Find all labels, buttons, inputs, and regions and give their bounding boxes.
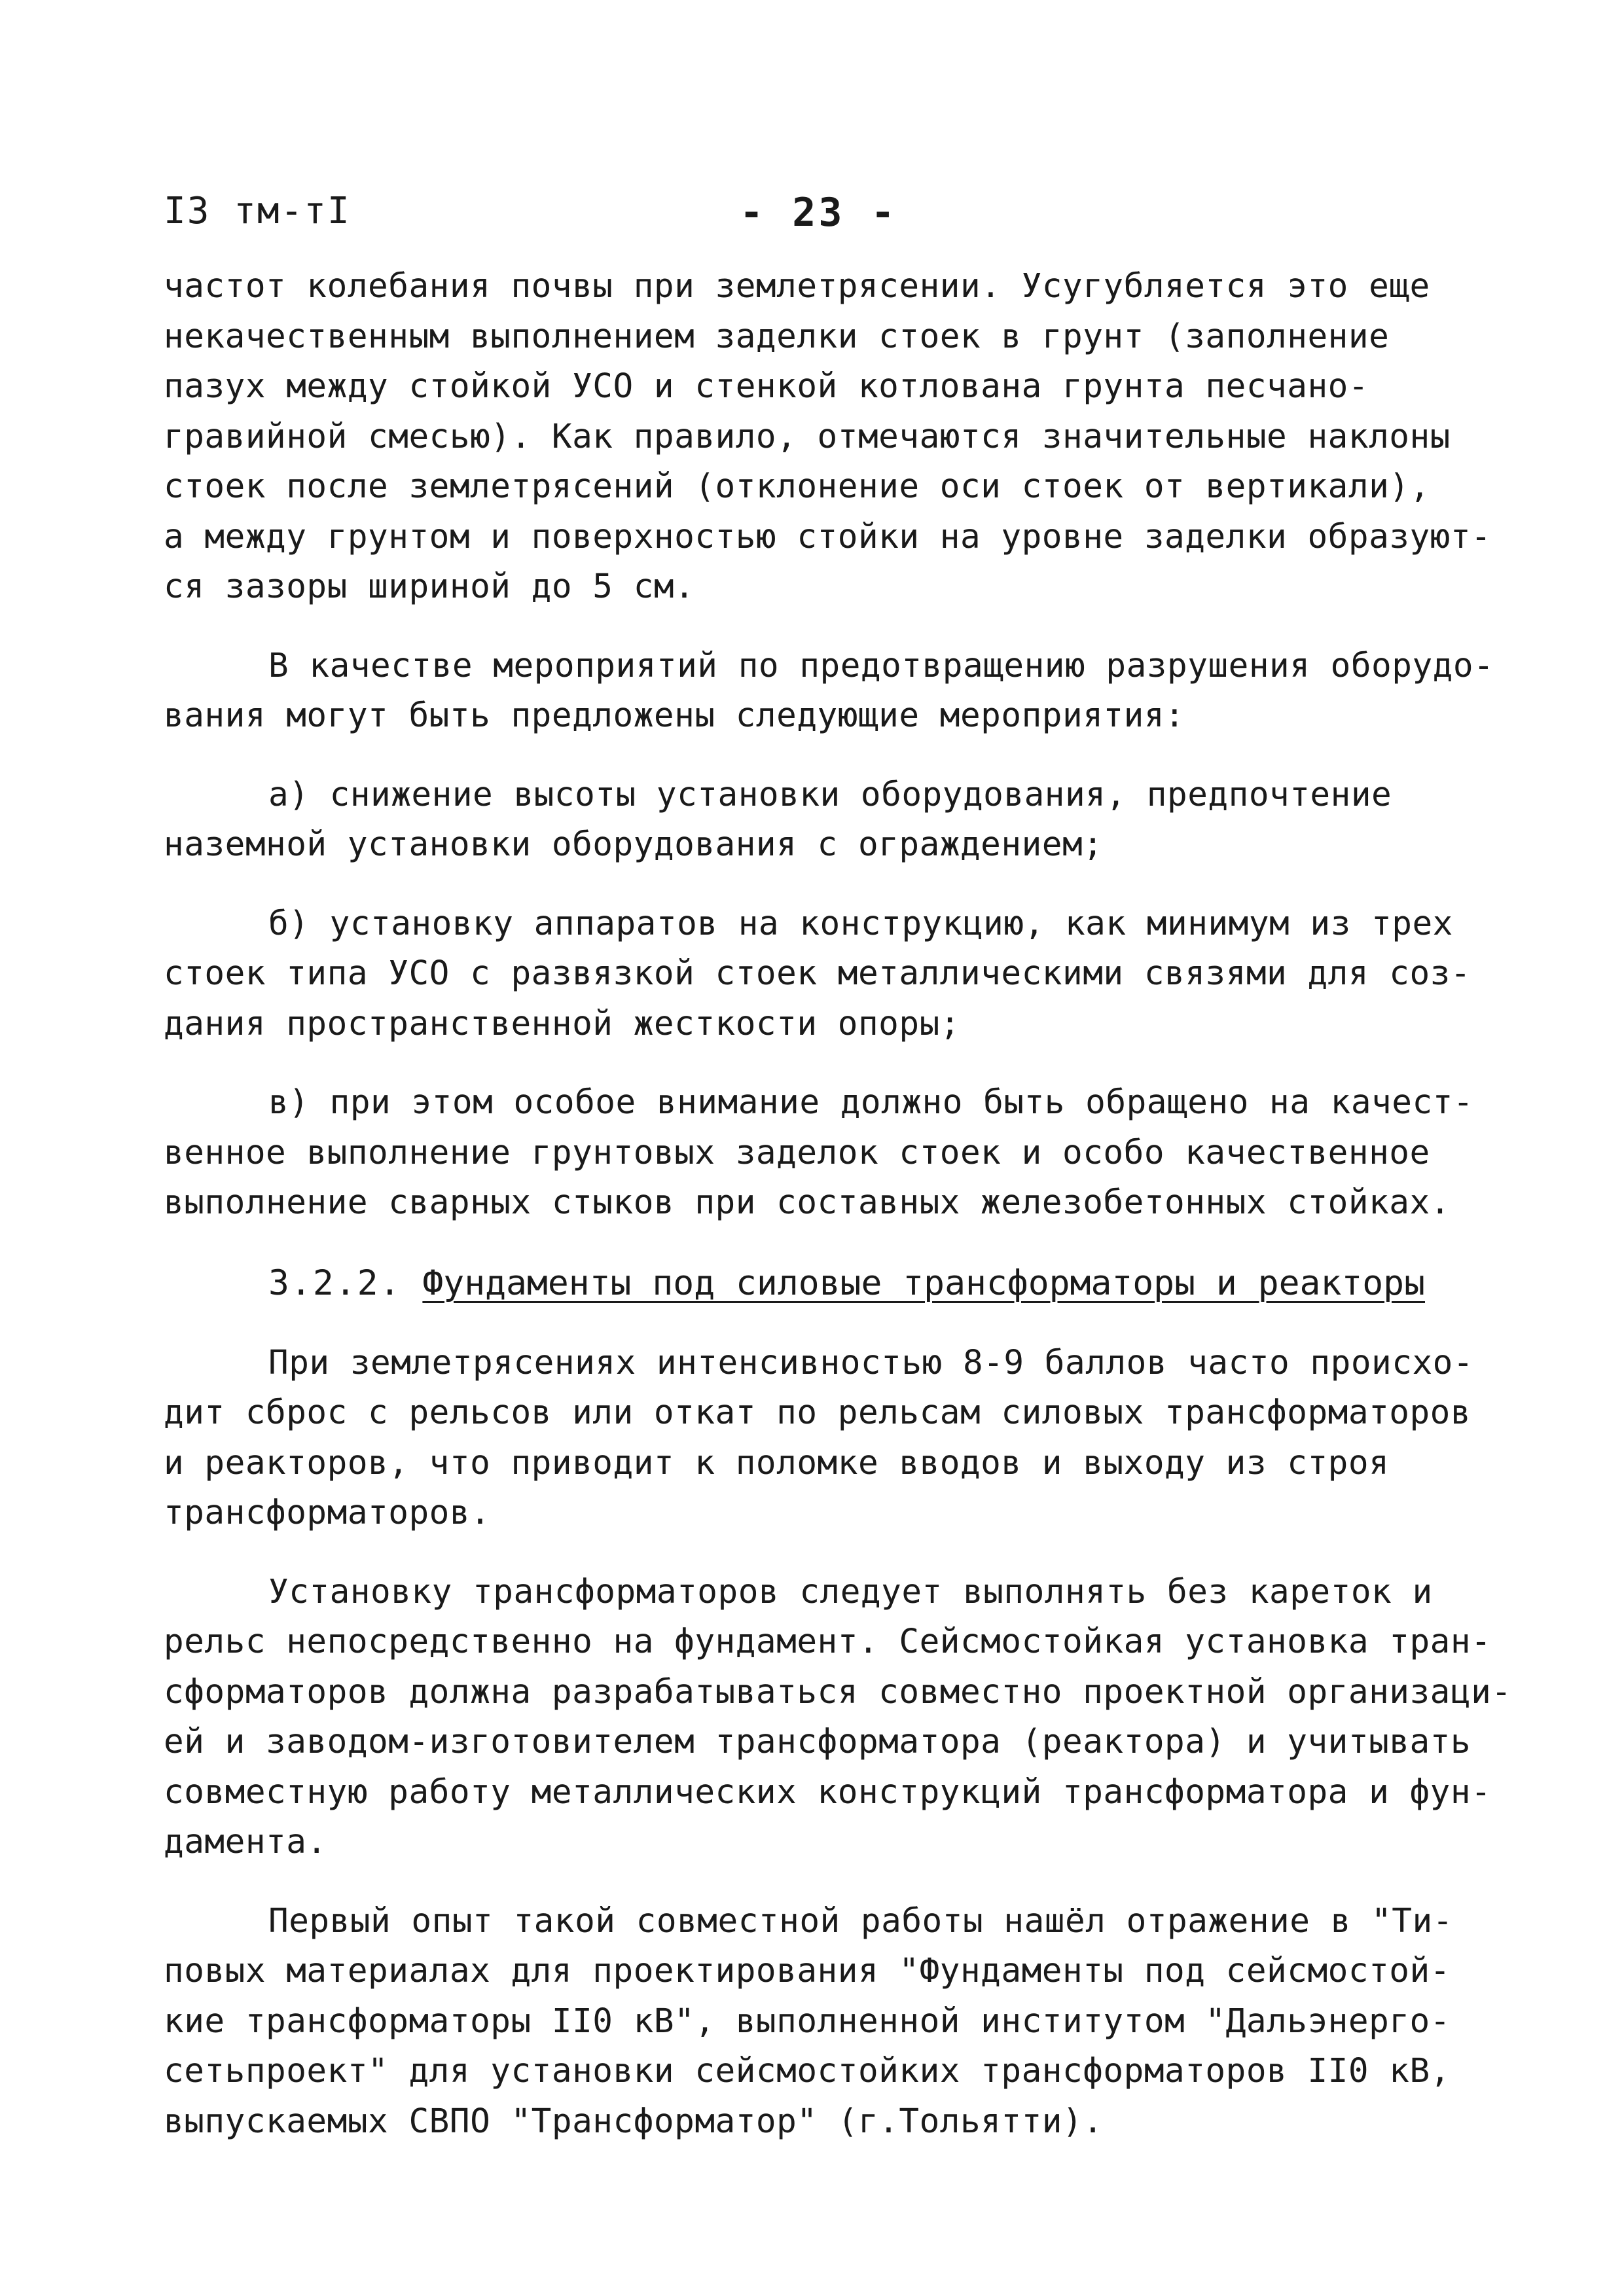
- text-line: рельс непосредственно на фундамент. Сейсмостойкая установка тран-: [164, 1623, 1492, 1661]
- text-line: трансформаторов.: [164, 1494, 491, 1532]
- text-line: Первый опыт такой совместной работы нашёл отражение в "Ти-: [268, 1901, 1453, 1941]
- text-line: дамента.: [164, 1823, 327, 1861]
- document-code: I3 тм-тI: [164, 190, 351, 232]
- text-line: совместную работу металлических конструкций трансформатора и фун-: [164, 1772, 1492, 1812]
- page-header: [164, 190, 1473, 249]
- section-number: 3.2.2.: [268, 1263, 402, 1303]
- text-line: некачественным выполнением заделки стоек в грунт (заполнение: [164, 317, 1390, 356]
- text-line: б) установку аппаратов на конструкцию, как минимум из трех: [268, 904, 1453, 943]
- text-line: В качестве мероприятий по предотвращению разрушения оборудо-: [268, 646, 1494, 685]
- text-line: сетьпроект" для установки сейсмостойких трансформаторов II0 кВ,: [164, 2052, 1451, 2090]
- text-line: повых материалах для проектирования "Фундаменты под сейсмостой-: [164, 1952, 1451, 1990]
- text-line: дания пространственной жесткости опоры;: [164, 1004, 960, 1043]
- text-line: стоек после землетрясений (отклонение оси стоек от вертикали),: [164, 467, 1430, 506]
- text-line: в) при этом особое внимание должно быть обращено на качест-: [268, 1083, 1474, 1122]
- list-item: [164, 1078, 1479, 1229]
- section-title: Фундаменты под силовые трансформаторы и реакторы: [422, 1263, 1425, 1303]
- text-line: стоек типа УСО с развязкой стоек металлическими связями для соз-: [164, 954, 1471, 993]
- list-item: [164, 770, 1479, 870]
- text-line: частот колебания почвы при землетрясении. Усугубляется это еще: [164, 267, 1430, 306]
- text-line: ся зазоры шириной до 5 см.: [164, 567, 695, 606]
- paragraph: [164, 1897, 1479, 2147]
- text-line: а) снижение высоты установки оборудования, предпочтение: [268, 775, 1392, 814]
- section-heading: [164, 1257, 1479, 1310]
- text-line: сформаторов должна разрабатываться совместно проектной организаци-: [164, 1672, 1512, 1712]
- paragraph: [164, 1338, 1479, 1539]
- paragraph: [164, 1568, 1512, 1868]
- text-line: дит сброс с рельсов или откат по рельсам силовых трансформаторов: [164, 1393, 1471, 1432]
- text-line: пазух между стойкой УСО и стенкой котлована грунта песчано-: [164, 367, 1369, 406]
- paragraph: [164, 641, 1494, 742]
- text-line: вания могут быть предложены следующие мероприятия:: [164, 696, 1185, 735]
- paragraph: [164, 262, 1492, 613]
- body-text: [164, 262, 1512, 2147]
- text-line: Установку трансформаторов следует выполнять без кареток и: [268, 1572, 1433, 1611]
- text-line: ей и заводом-изготовителем трансформатора (реактора) и учитывать: [164, 1723, 1471, 1761]
- text-line: При землетрясениях интенсивностью 8-9 баллов часто происхо-: [268, 1343, 1474, 1382]
- text-line: наземной установки оборудования с ограждением;: [164, 825, 1104, 864]
- list-item: [164, 899, 1479, 1050]
- page-number: - 23 -: [740, 190, 897, 236]
- text-line: и реакторов, что приводит к поломке вводов и выходу из строя: [164, 1443, 1390, 1482]
- text-line: а между грунтом и поверхностью стойки на уровне заделки образуют-: [164, 517, 1492, 556]
- text-line: кие трансформаторы II0 кВ", выполненной институтом "Дальэнерго-: [164, 2001, 1451, 2041]
- text-line: выполнение сварных стыков при составных железобетонных стойках.: [164, 1183, 1451, 1222]
- text-line: венное выполнение грунтовых заделок стоек и особо качественное: [164, 1133, 1430, 1172]
- text-line: гравийной смесью). Как правило, отмечаются значительные наклоны: [164, 417, 1451, 456]
- text-line: выпускаемых СВПО "Трансформатор" (г.Тольятти).: [164, 2102, 1104, 2141]
